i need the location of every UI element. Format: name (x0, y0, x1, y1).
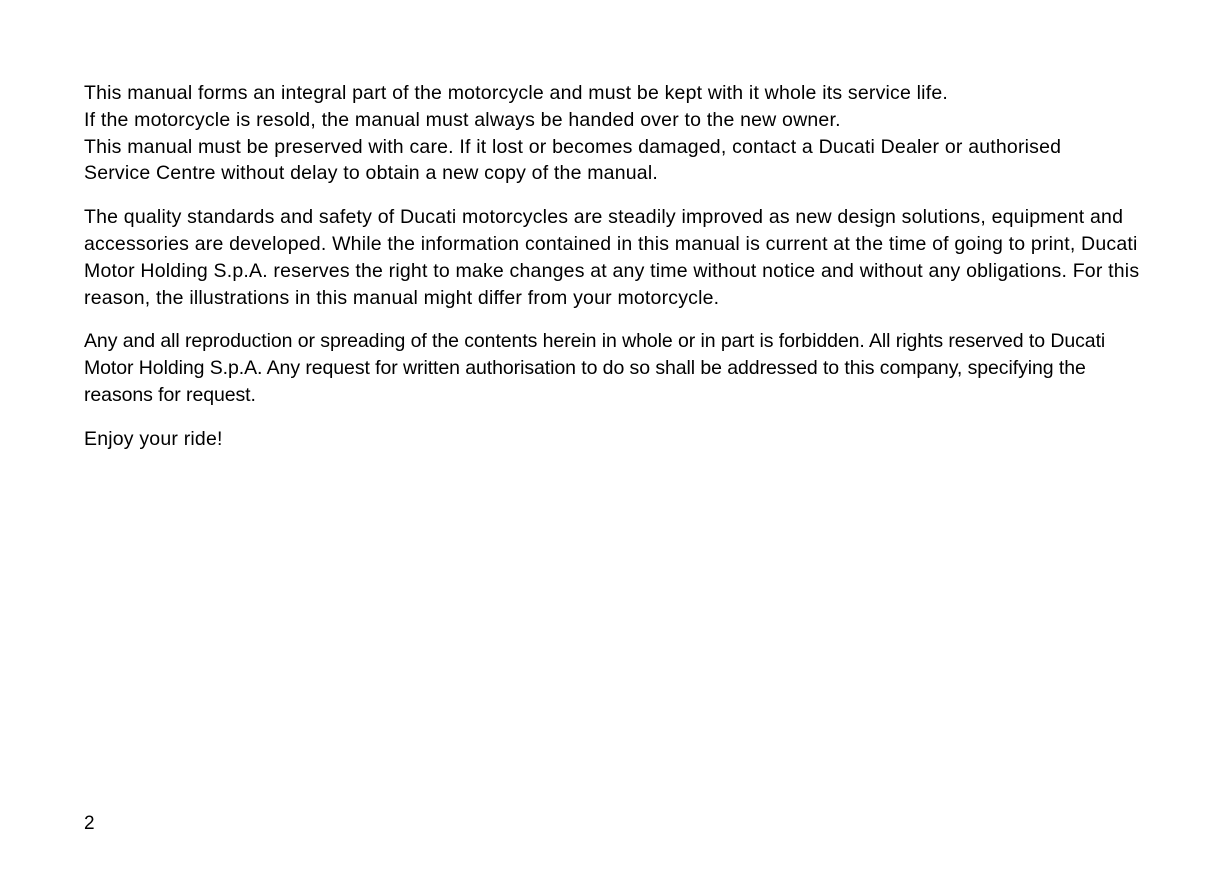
paragraph-line: This manual must be preserved with care. If it lost or becomes damaged, contact a Ducati Dealer or authorised (84, 135, 1062, 158)
paragraph-closing: Enjoy your ride! (84, 427, 223, 450)
paragraph-quality-standards: The quality standards and safety of Ducati motorcycles are steadily improved as new design solutions, equipment and accessories are developed. While the information contained in this manual is current at the time of going to print, Ducati Motor Holding S.p.A. reserves the right to make changes at any time without notice and without any obligations. For this reason, the illustrations in this manual might differ from your motorcycle. (84, 206, 1140, 309)
paragraph-intro-notice (84, 80, 1144, 187)
paragraph-line: Service Centre without delay to obtain a new copy of the manual. (84, 162, 658, 185)
page-number: 2 (84, 813, 95, 834)
paragraph-copyright: Any and all reproduction or spreading of the contents herein in whole or in part is forbidden. All rights reserved to Ducati Motor Holding S.p.A. Any request for written authorisation to do so shall be addressed to this company, specifying the reasons for request. (84, 330, 1106, 406)
paragraph-line: If the motorcycle is resold, the manual must always be handed over to the new owner. (84, 108, 841, 131)
page-body (84, 80, 1144, 453)
paragraph-line: This manual forms an integral part of the motorcycle and must be kept with it whole its service life. (84, 82, 948, 104)
